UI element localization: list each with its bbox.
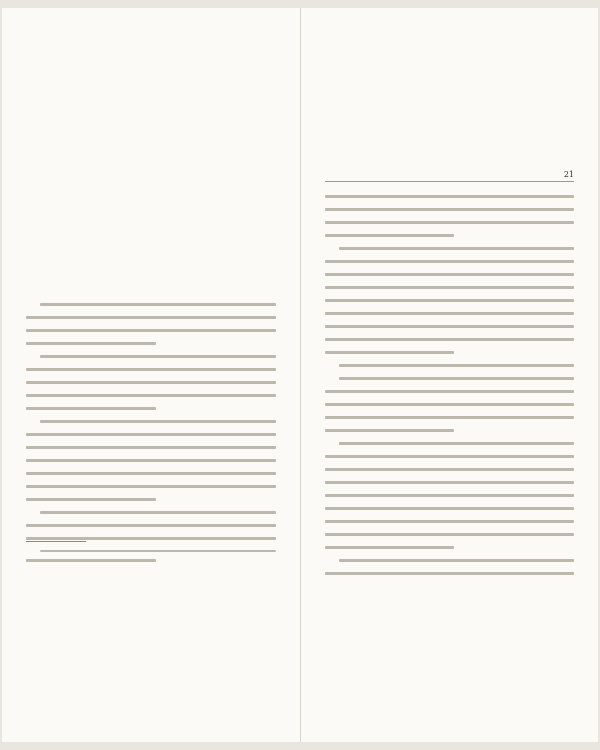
footnote-rule: [26, 541, 86, 542]
body-text: [26, 303, 276, 550]
running-head: [325, 170, 575, 182]
page-number: 21: [563, 170, 574, 179]
book-spread: [2, 8, 598, 742]
body-text: [325, 195, 575, 585]
left-page: [2, 8, 301, 742]
right-page: [301, 8, 599, 742]
footnote: [26, 550, 276, 569]
